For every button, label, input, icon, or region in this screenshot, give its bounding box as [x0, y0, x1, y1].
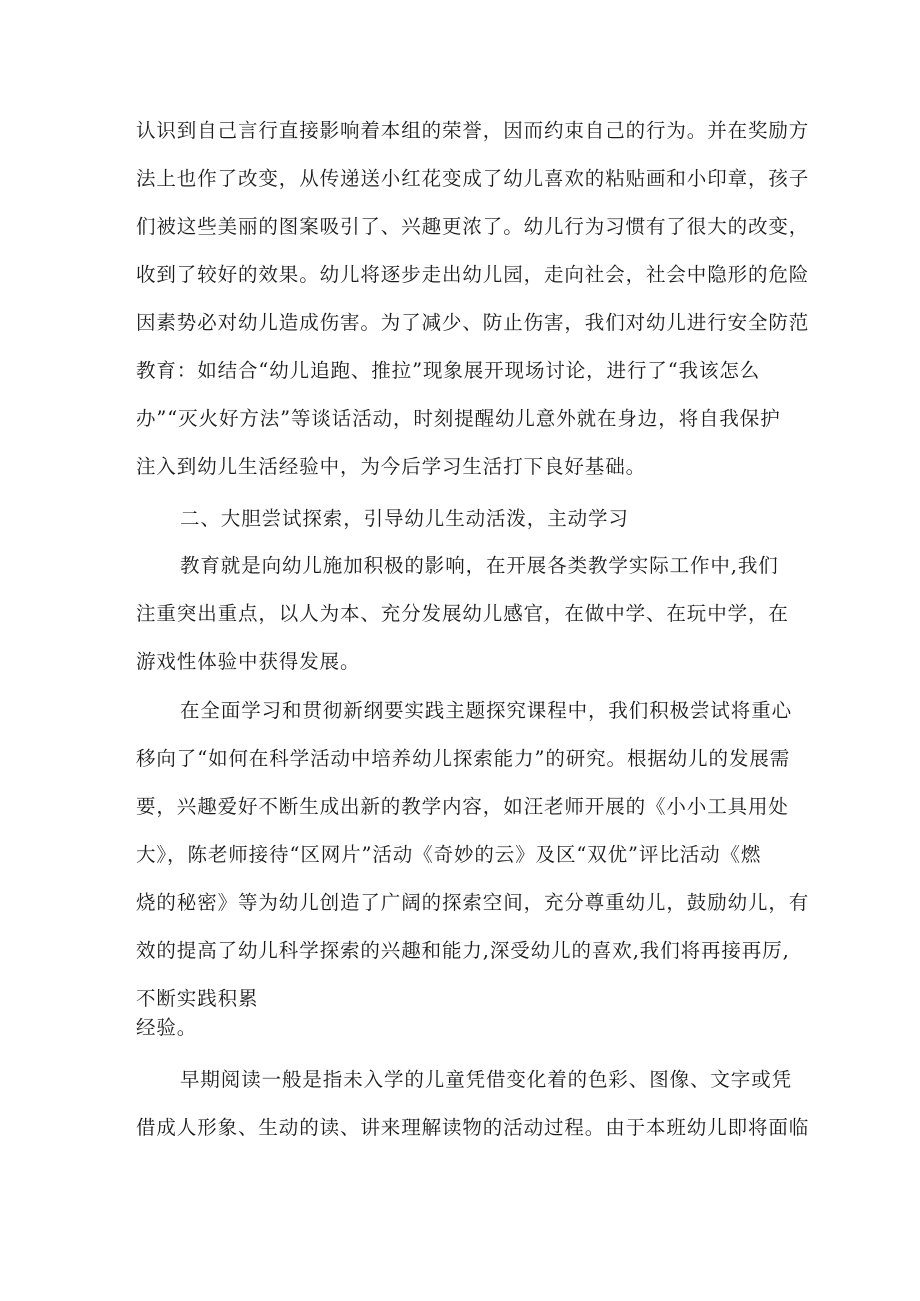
paragraph-line: 收到了较好的效果。幼儿将逐步走出幼儿园，走向社会，社会中隐形的危险: [136, 263, 810, 286]
paragraph-line: 不断实践积累: [136, 987, 259, 1010]
section-heading: 二、大胆尝试探索，引导幼儿生动活泼，主动学习: [180, 507, 629, 530]
paragraph-line: 注入到幼儿生活经验中，为今后学习生活打下良好基础。: [136, 455, 647, 478]
paragraph-line: 教育就是向幼儿施加积极的影响，在开展各类教学实际工作中,我们: [180, 554, 779, 577]
paragraph-line: 法上也作了改变，从传递送小红花变成了幼儿喜欢的粘贴画和小印章，孩子: [136, 167, 810, 190]
paragraph-line: 烧的秘密》等为幼儿创造了广阔的探索空间，充分尊重幼儿，鼓励幼儿，有: [136, 891, 810, 914]
paragraph-line: 移向了“如何在科学活动中培养幼儿探索能力”的研究。根据幼儿的发展需: [136, 747, 791, 770]
paragraph-line: 借成人形象、生动的读、讲来理解读物的活动过程。由于本班幼儿即将面临: [136, 1116, 810, 1139]
paragraph-line: 因素势必对幼儿造成伤害。为了减少、防止伤害，我们对幼儿进行安全防范: [136, 311, 810, 334]
paragraph-line: 注重突出重点，以人为本、充分发展幼儿感官，在做中学、在玩中学，在: [136, 602, 789, 625]
paragraph-line: 办”“灭火好方法”等谈话活动，时刻提醒幼儿意外就在身边，将自我保护: [136, 407, 781, 430]
paragraph-line: 经验。: [136, 1016, 198, 1039]
paragraph-line: 大》，陈老师接待“区网片”活动《奇妙的云》及区“双优”评比活动《燃: [136, 843, 762, 866]
paragraph-line: 教育：如结合“幼儿追跑、推拉”现象展开现场讨论，进行了“我该怎么: [136, 359, 761, 382]
paragraph-line: 早期阅读一般是指未入学的儿童凭借变化着的色彩、图像、文字或凭: [180, 1068, 793, 1091]
paragraph-line: 要，兴趣爱好不断生成出新的教学内容，如汪老师开展的《小小工具用处: [136, 795, 789, 818]
paragraph-line: 在全面学习和贯彻新纲要实践主题探究课程中，我们积极尝试将重心: [180, 699, 793, 722]
paragraph-line: 们被这些美丽的图案吸引了、兴趣更浓了。幼儿行为习惯有了很大的改变，: [136, 215, 810, 238]
paragraph-line: 效的提高了幼儿科学探索的兴趣和能力,深受幼儿的喜欢,我们将再接再厉,: [136, 939, 790, 962]
paragraph-line: 游戏性体验中获得发展。: [136, 650, 361, 673]
paragraph-line: 认识到自己言行直接影响着本组的荣誉，因而约束自己的行为。并在奖励方: [136, 119, 810, 142]
